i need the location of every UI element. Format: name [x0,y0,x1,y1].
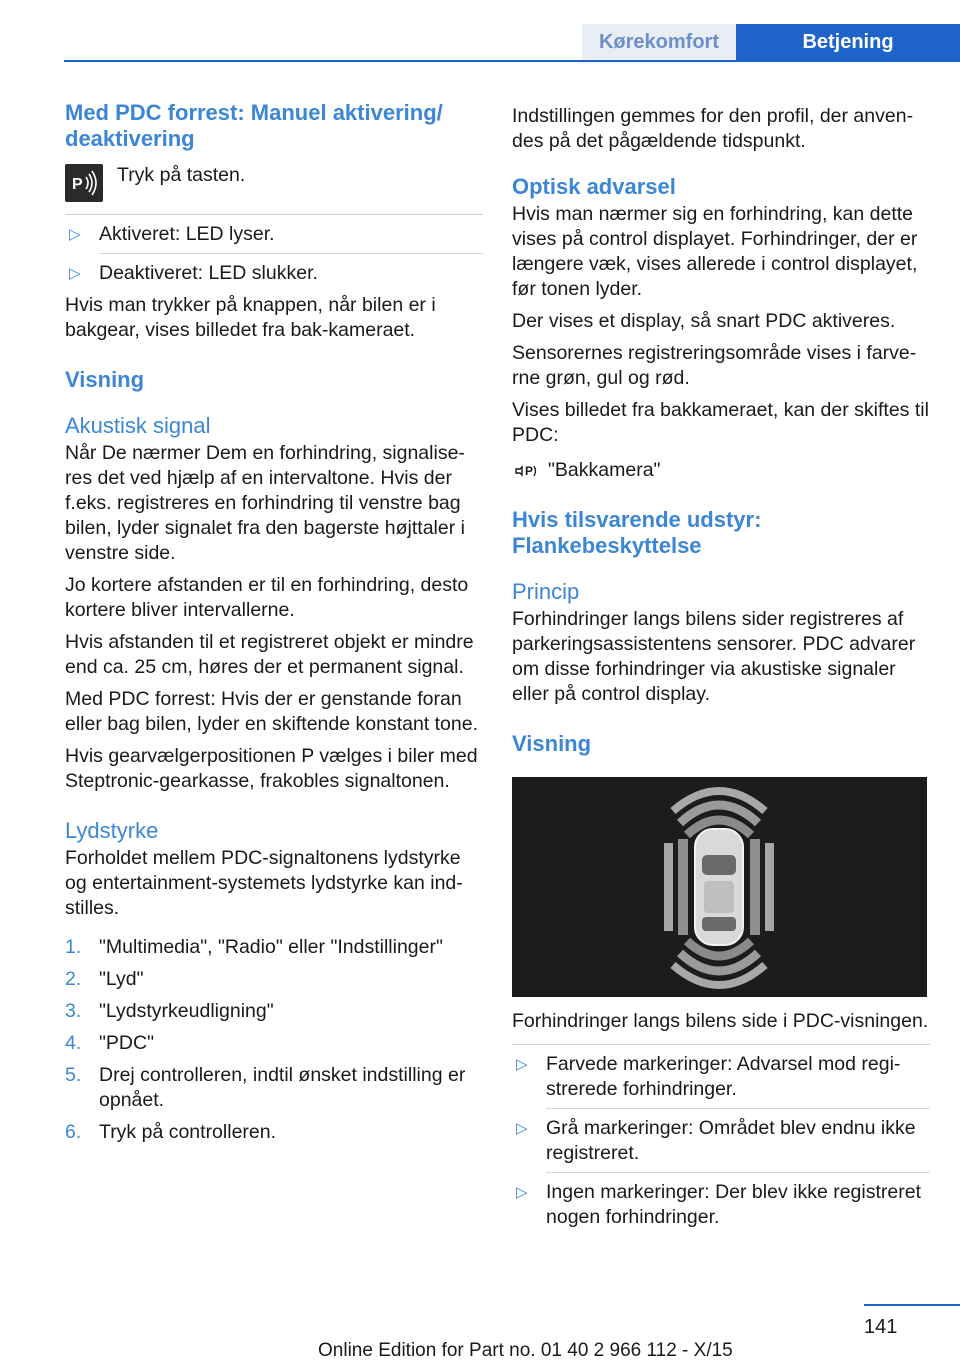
edition-footer: Online Edition for Part no. 01 40 2 966 112 - X/15 [318,1340,733,1361]
page-number: 141 [864,1316,898,1338]
list-item-text: Grå markeringer: Området blev endnu ikke registreret. [546,1117,916,1164]
paragraph-reverse-camera: Hvis man trykker på knappen, når bilen er i bakgear, vises billedet fra bak-kameraet. [65,294,436,341]
step-number: 1. [65,936,82,958]
heading-visning-2: Visning [512,731,592,756]
header-chapter-tab[interactable] [736,24,960,60]
step-text: Tryk på controlleren. [99,1121,277,1143]
list-item [512,1180,930,1230]
step-text: "Lyd" [99,968,144,990]
paragraph-acoustic-5: Hvis gearvælgerpositionen P vælges i biler med Steptronic-gearkasse, frakobles signaltonen. [65,745,478,792]
step-text: "PDC" [99,1032,155,1054]
paragraph-optical-1: Hvis man nærmer sig en forhindring, kan dette vises på control displayet. Forhindringer, der er længere væk, vises allerede i control displayet, før tonen lyder. [512,203,918,300]
divider [546,1172,930,1173]
pdc-display-image [512,777,927,997]
list-item-text: Farvede markeringer: Advarsel mod registrerede forhindringer. [546,1053,901,1100]
paragraph-acoustic-3: Hvis afstanden til et registreret objekt er mindre end ca. 25 cm, høres der et permanent signal. [65,631,474,678]
paragraph-acoustic-1: Når De nærmer Dem en forhindring, signaliseres det ved hjælp af en intervaltone. Hvis der f.eks. registreres en forhindring til venstre bag bilen, lyder signalet fra den bagerste højttaler i venstre side. [65,442,465,564]
list-item-text: Ingen markeringer: Der blev ikke registreret nogen forhindringer. [546,1181,921,1228]
list-item [65,1120,483,1145]
paragraph-acoustic-2: Jo kortere afstanden er til en forhindring, desto kortere bliver intervallerne. [65,574,469,621]
key-instruction-text: Tryk på tasten. [117,163,246,186]
list-item [65,999,483,1024]
page-header [0,0,960,62]
list-item [65,261,483,286]
paragraph-optical-3: Sensorernes registreringsområde vises i farverne grøn, gul og rød. [512,342,917,389]
step-number: 3. [65,1000,82,1022]
list-item-text: Deaktiveret: LED slukker. [99,262,318,284]
paragraph-optical-2: Der vises et display, så snart PDC aktiveres. [512,310,896,332]
menu-item-label: "Bakkamera" [548,459,661,481]
divider [546,1108,930,1109]
paragraph-profile: Indstillingen gemmes for den profil, der anvendes på det pågældende tidspunkt. [512,105,914,152]
svg-text:P: P [72,176,83,193]
steps-list [65,935,483,1145]
heading-flank-protection: Hvis tilsvarende udstyr: Flankebeskyttelse [512,507,762,558]
triangle-bullet-icon: ▷ [516,1120,528,1137]
key-instruction [65,164,483,202]
triangle-bullet-icon: ▷ [516,1184,528,1201]
pdc-button-icon [65,164,103,202]
list-item [65,935,483,960]
step-number: 2. [65,968,82,990]
footer-divider [864,1304,960,1306]
list-item [65,1031,483,1056]
step-text: "Multimedia", "Radio" eller "Indstillinger" [99,936,443,958]
divider [65,214,483,215]
step-text: Drej controlleren, indtil ønsket indstilling er opnået. [99,1064,466,1111]
svg-text:P: P [525,463,534,478]
list-item [512,1052,930,1102]
heading-principle: Princip [512,579,580,604]
list-item [65,967,483,992]
divider [512,1044,930,1045]
list-item-text: Aktiveret: LED lyser. [99,223,275,245]
header-section-label: Kørekomfort [598,30,719,53]
heading-volume: Lydstyrke [65,818,159,843]
left-column [65,100,483,1145]
list-item [65,1063,483,1113]
step-text: "Lydstyrkeudligning" [99,1000,274,1022]
paragraph-volume: Forholdet mellem PDC-signaltonens lydstyrke og entertainment-systemets lydstyrke kan indstilles. [65,847,463,919]
paragraph-optical-4: Vises billedet fra bakkameraet, kan der skiftes til PDC: [512,399,929,446]
step-number: 6. [65,1121,82,1143]
image-caption: Forhindringer langs bilens side i PDC-visningen. [512,1010,929,1032]
paragraph-acoustic-4: Med PDC forrest: Hvis der er genstande foran eller bag bilen, lyder en skiftende konstant tone. [65,688,479,735]
divider [99,253,483,254]
triangle-bullet-icon: ▷ [69,226,81,243]
triangle-bullet-icon: ▷ [69,265,81,282]
pdc-car-illustration [512,777,927,997]
header-divider [64,60,960,62]
paragraph-principle: Forhindringer langs bilens sider registreres af parkeringsassistentens sensorer. PDC advarer om disse forhindringer via akustiske signaler eller på control display. [512,608,916,705]
step-number: 5. [65,1064,82,1086]
list-item [65,222,483,247]
reverse-camera-icon [512,460,542,482]
right-column [512,100,930,1230]
triangle-bullet-icon: ▷ [516,1056,528,1073]
heading-visning: Visning [65,367,145,392]
header-section-tab[interactable] [582,24,736,60]
step-number: 4. [65,1032,82,1054]
header-chapter-label: Betjening [802,30,894,53]
heading-optical-warning: Optisk advarsel [512,174,676,199]
heading-manual-activation: Med PDC forrest: Manuel aktivering/ deaktivering [65,100,443,151]
menu-instruction [512,458,930,483]
heading-acoustic-signal: Akustisk signal [65,413,211,438]
list-item [512,1116,930,1166]
